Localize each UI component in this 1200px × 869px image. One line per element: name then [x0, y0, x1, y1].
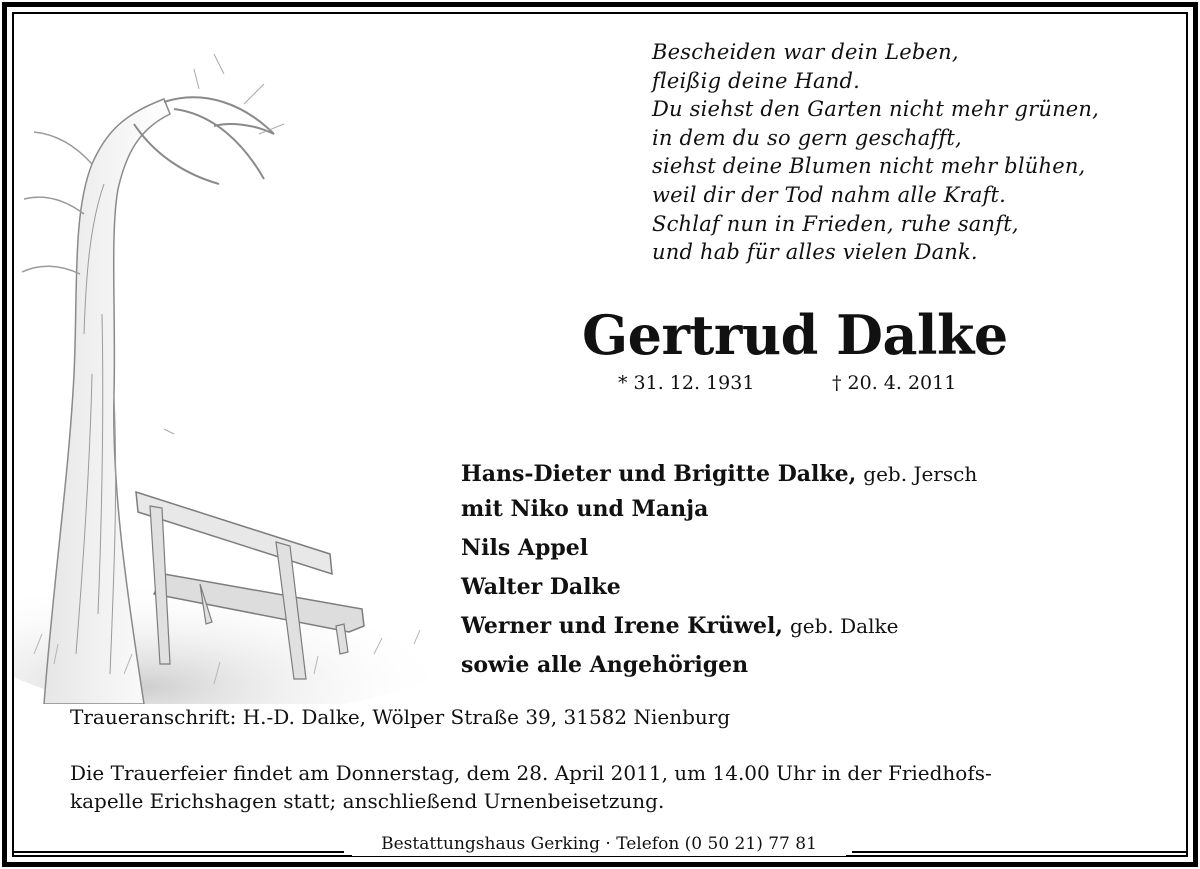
footer-rule-right [852, 851, 1186, 853]
poem-line: Du siehst den Garten nicht mehr grünen, [652, 97, 1100, 122]
poem-line: und hab für alles vielen Dank. [652, 240, 978, 265]
death-date: † 20. 4. 2011 [832, 372, 957, 394]
poem-line: weil dir der Tod nahm alle Kraft. [652, 182, 1007, 207]
mourners-list [461, 457, 1181, 683]
mourner-entry [461, 570, 1181, 605]
mourner-entry [461, 648, 1181, 683]
mourner-entry [461, 531, 1181, 566]
footer-rule-left [14, 851, 344, 853]
poem-line: Bescheiden war dein Leben, [652, 40, 959, 64]
poem-line: Schlaf nun in Frieden, ruhe sanft, [652, 211, 1019, 236]
mourner-name: Walter Dalke [461, 574, 621, 600]
tree-bench-sketch [14, 14, 484, 704]
poem-line: siehst deine Blumen nicht mehr blühen, [652, 154, 1086, 179]
mourner-name: Werner und Irene Krüwel, [461, 613, 783, 639]
mourner-entry [461, 492, 1181, 527]
mourning-address: Traueranschrift: H.-D. Dalke, Wölper Straße 39, 31582 Nienburg [70, 705, 731, 729]
ceremony-info [70, 759, 992, 815]
ceremony-line: kapelle Erichshagen statt; anschließend Urnenbeisetzung. [70, 789, 665, 813]
mourner-entry [461, 609, 1181, 644]
deceased-name: Gertrud Dalke [582, 303, 1008, 367]
mourner-note: geb. Dalke [789, 614, 899, 638]
funeral-home-footer: Bestattungshaus Gerking · Telefon (0 50 21) 77 81 [352, 832, 846, 856]
birth-date: * 31. 12. 1931 [618, 372, 755, 394]
mourner-name: Nils Appel [461, 535, 589, 561]
mourner-name: Hans-Dieter und Brigitte Dalke, [461, 461, 857, 487]
mourner-note: geb. Jersch [863, 462, 978, 486]
mourner-name: sowie alle Angehörigen [461, 652, 749, 678]
mourner-name: mit Niko und Manja [461, 496, 709, 522]
poem [652, 38, 1172, 267]
ceremony-line: Die Trauerfeier findet am Donnerstag, dem 28. April 2011, um 14.00 Uhr in der Friedhofs- [70, 761, 992, 785]
poem-line: in dem du so gern geschafft, [652, 125, 962, 150]
mourner-entry [461, 457, 1181, 492]
poem-line: fleißig deine Hand. [652, 68, 860, 93]
